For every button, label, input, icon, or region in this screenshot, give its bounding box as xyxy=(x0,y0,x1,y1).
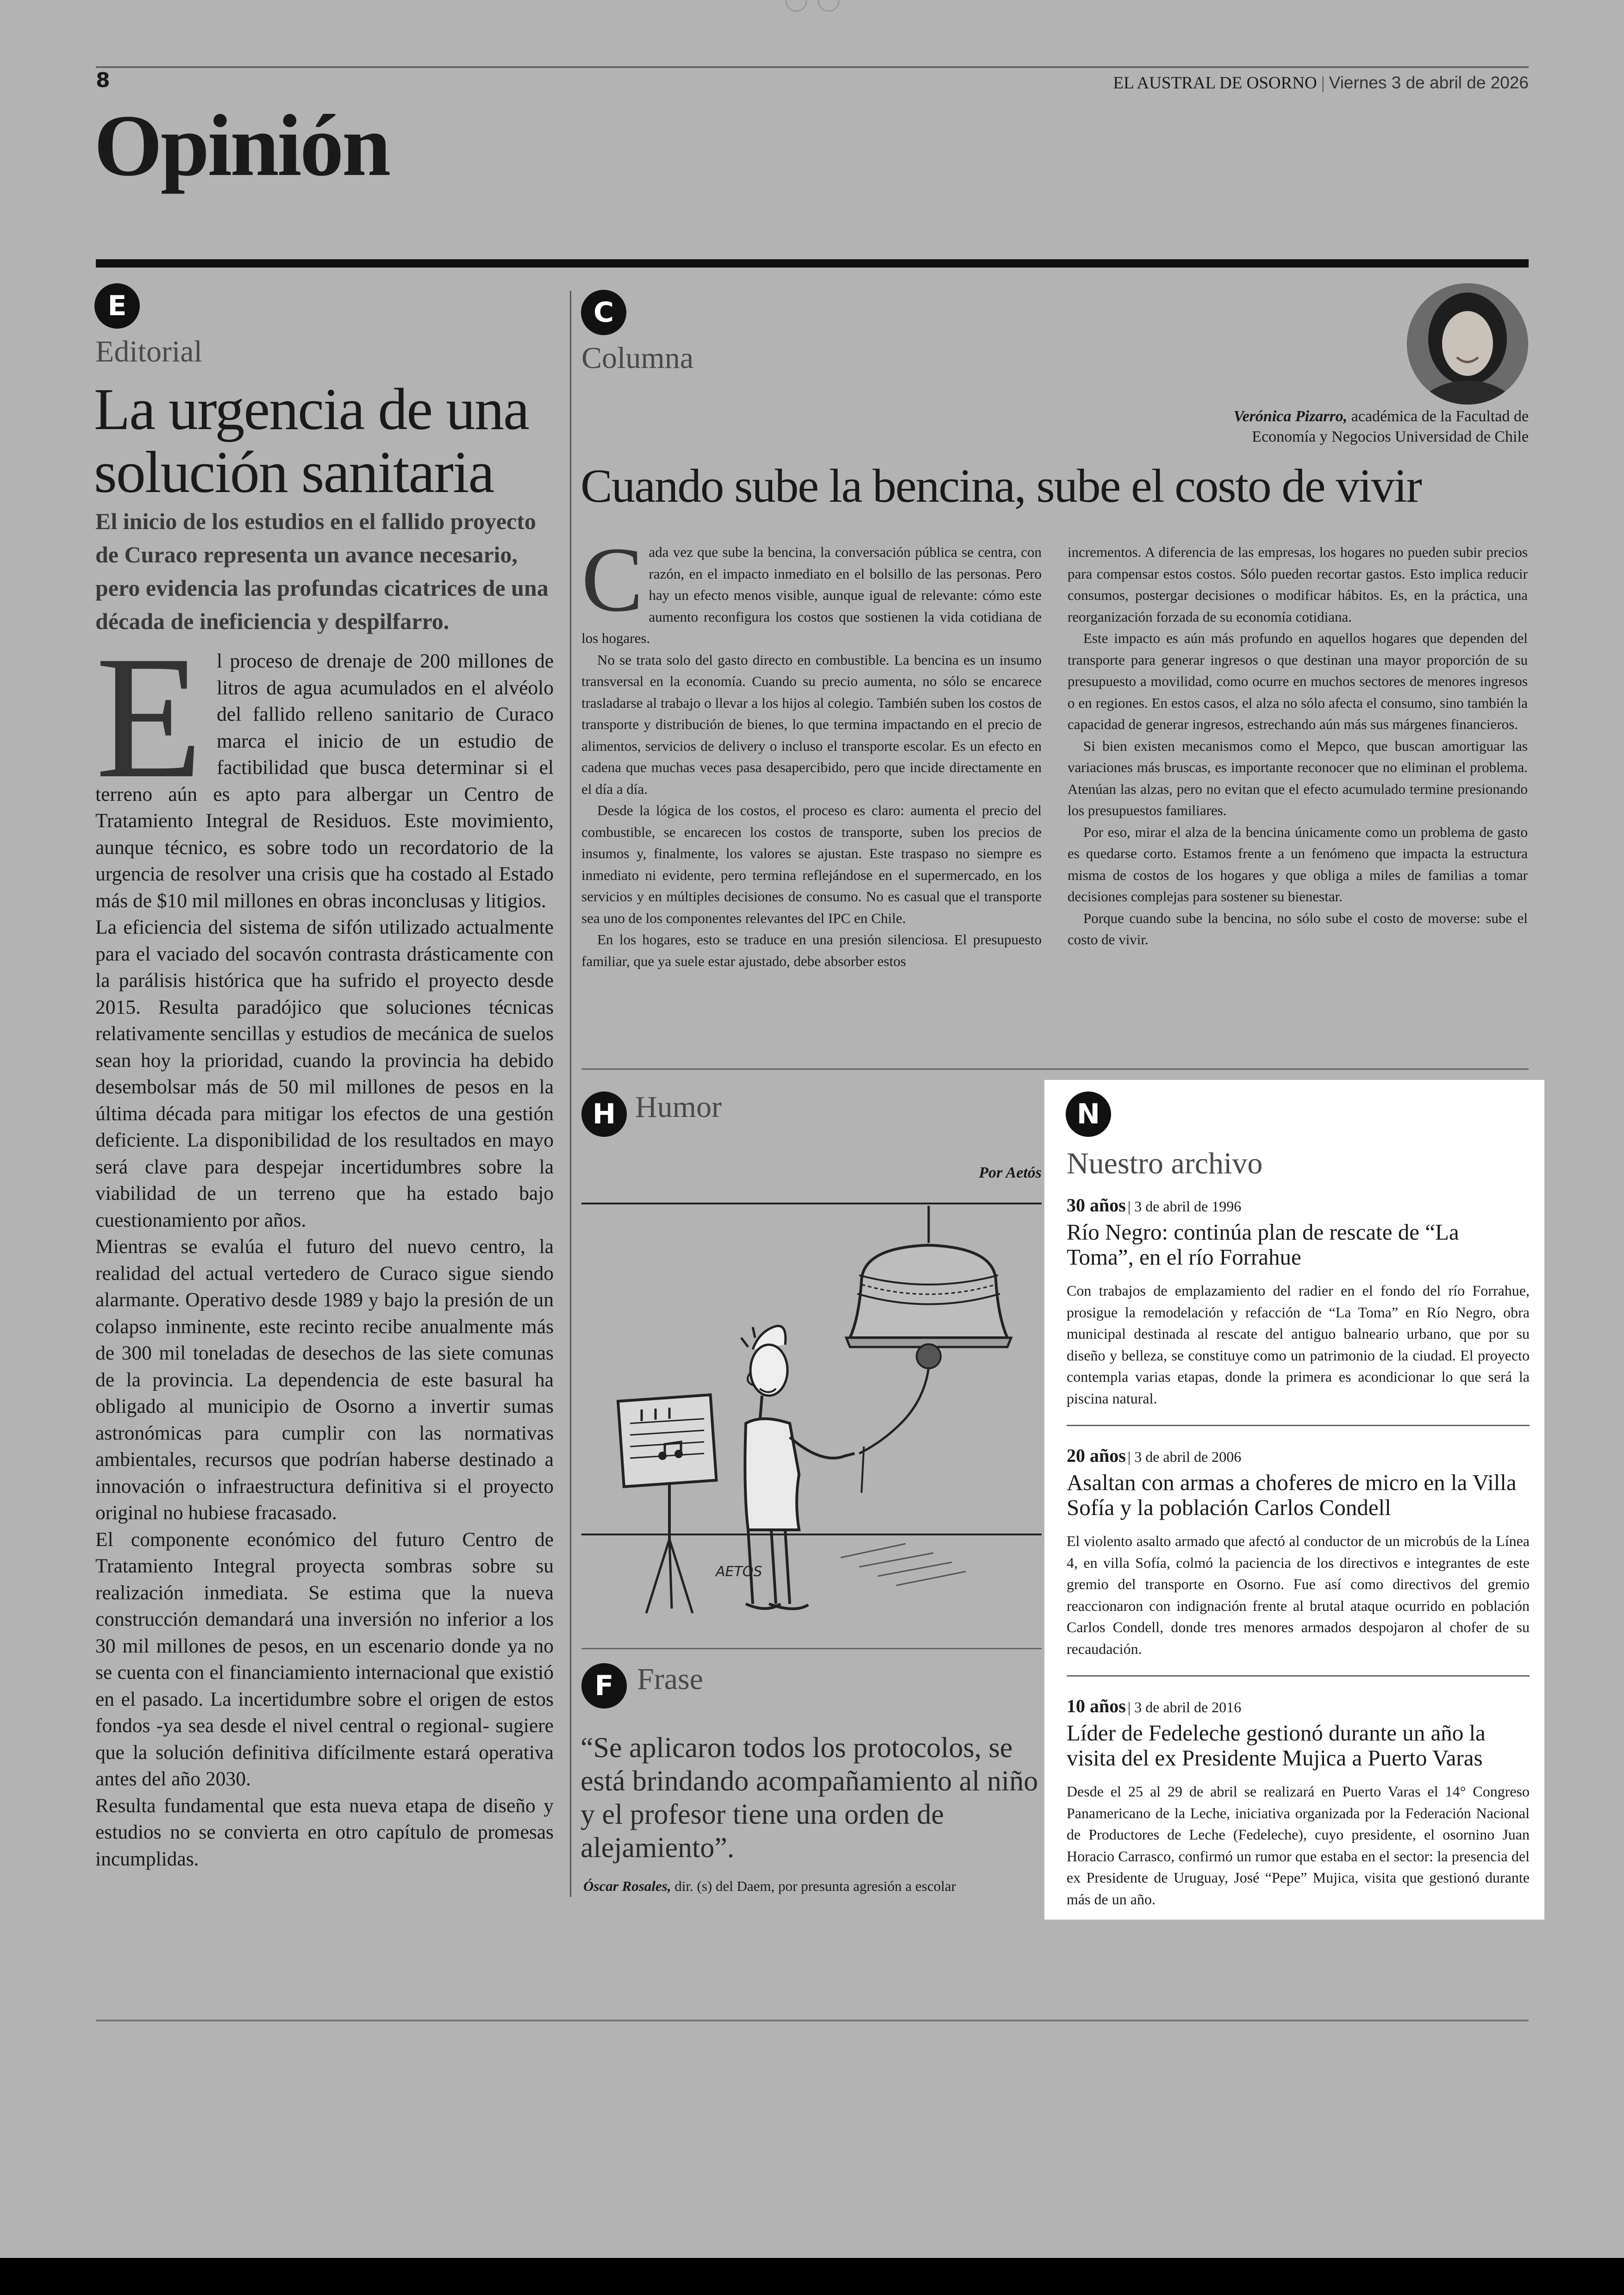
archive-entry xyxy=(1067,1695,1530,1910)
issue-date: Viernes 3 de abril de 2026 xyxy=(1329,73,1529,92)
editorial-body xyxy=(95,620,554,1872)
archive-entry-headline: Asaltan con armas a choferes de micro en la Villa Sofía y la población Carlos Condell xyxy=(1067,1470,1517,1520)
archive-entry-body: El violento asalto armado que afectó al conductor de un microbús de la Línea 4, en villa Sofía, colmó la paciencia de los directivos e integrantes de este gremio del transporte en Osorno. Fue así como directivos del gremio reaccionaron con indignación frente al brutal ataque ocurrido en población Carlos Condell, donde tres menores armados despojaron al chofer de su recaudación. xyxy=(1067,1533,1530,1657)
newspaper-name: EL AUSTRAL DE OSORNO xyxy=(1113,74,1317,93)
header-thick-rule xyxy=(96,259,1529,268)
author-name: Verónica Pizarro, xyxy=(1233,408,1348,425)
editorial-paragraph-3: Mientras se evalúa el futuro del nuevo centro, la realidad del actual vertedero de Curaco sigue siendo alarmante. Operativo desde 1989 y bajo la presión de un colapso inminente, este recinto recibe anualmente más de 300 mil toneladas de desechos de las siete comunas de la provincia. La dependencia de este basural ha obligado al municipio de Osorno a invertir sumas astronómicas para cumplir con las normativas ambientales, recursos que podrían haberse destinado a innovación o infraestructura definitiva si el proyecto original no hubiese fracasado. xyxy=(95,1235,554,1524)
author-role: académica de la Facultad de xyxy=(1351,408,1529,425)
archive-label: Nuestro archivo xyxy=(1067,1147,1263,1180)
editorial-paragraph-4: El componente económico del futuro Centro de Tratamiento Integral proyecta sombras sobre su realización inmediata. Se estima que la nueva construcción demandará una inversión no inferior a los 30 mil millones de pesos, en un escenario donde ya no se cuenta con el financiamiento internacional que existió en el pasado. La incertidumbre sobre el origen de estos fondos -ya sea desde el nivel central o regional- sugiere que la solución definitiva difícilmente estará operativa antes del año 2030. xyxy=(95,1528,554,1790)
archive-entry-date: | 3 de abril de 2016 xyxy=(1127,1699,1242,1715)
column-bottom-rule xyxy=(581,1068,1529,1070)
editorial-paragraph-2: La eficiencia del sistema de sifón utilizado actualmente para el vaciado del socavón contrasta drásticamente con la parálisis histórica que ha sufrido el proyecto desde 2015. Resulta paradójico que soluciones técnicas relativamente sencillas y estudios de mecánica de suelos sean hoy la prioridad, cuando la provincia ha debido desembolsar más de 50 mil millones de pesos en la última década para mitigar los efectos de una gestión deficiente. La disponibilidad de los resultados en mayo será clave para despejar incertidumbres sobre la viabilidad de un terreno que ha estado bajo cuestionamiento por años. xyxy=(95,916,554,1231)
author-photo xyxy=(1407,283,1528,405)
column-paragraph: Este impacto es aún más profundo en aquellos hogares que dependen del transporte para generar ingresos o que destinan una mayor proporción de su presupuesto a movilidad, como ocurre en muchos sectores de menores ingresos o en regiones. En estos casos, el alza no sólo afecta el consumo, sino también la capacidad de generar ingresos, estrechando aún más sus márgenes financieros. xyxy=(1068,630,1528,732)
archive-entry-date: | 3 de abril de 1996 xyxy=(1127,1198,1242,1215)
column-paragraph: incrementos. A diferencia de las empresas, los hogares no pueden subir precios para compensar estos costos. Sólo pueden recortar gastos. Esto implica reducir consumos, postergar decisiones o modificar hábitos. Es, en la práctica, una reorganización forzada de su economía cotidiana. xyxy=(1068,544,1528,625)
archive-entry-headline: Líder de Fedeleche gestionó durante un año la visita del ex Presidente Mujica a Puerto Varas xyxy=(1067,1720,1486,1771)
dateline-separator: | xyxy=(1321,74,1325,93)
footer-rule xyxy=(96,2020,1529,2021)
editorial-title: La urgencia de una solución sanitaria xyxy=(94,376,529,505)
editorial-lead: El inicio de los estudios en el fallido proyecto de Curaco representa un avance necesario, pero evidencia las profundas cicatrices de una década de ineficiencia y despilfarro. xyxy=(95,508,549,634)
archive-entry-years: 30 años xyxy=(1067,1195,1126,1216)
header-dateline xyxy=(1113,73,1529,93)
column-paragraph: No se trata solo del gasto directo en combustible. La bencina es un insumo transversal en la economía. Cuando su precio aumenta, no sólo se encarece trasladarse al trabajo o llevar a los hijos al colegio. También suben los costos de transporte y distribución de bienes, lo que termina impactando en el precio de alimentos, servicios de delivery o incluso el transporte escolar. Es un efecto en cadena que muchas veces pasa desapercibido, pero que incide directamente en el día a día. xyxy=(581,651,1042,797)
archive-entry xyxy=(1067,1445,1530,1659)
archive-separator xyxy=(1067,1675,1530,1677)
column-dropcap: C xyxy=(581,529,643,631)
music-stand-icon xyxy=(618,1395,716,1613)
humor-badge: H xyxy=(581,1091,627,1137)
archive-separator xyxy=(1067,1425,1530,1426)
frase-source-role: dir. (s) del Daem, por presunta agresión a escolar xyxy=(675,1878,956,1894)
frase-badge: F xyxy=(581,1663,627,1709)
column-text-right xyxy=(1068,542,1528,951)
column-paragraph: Por eso, mirar el alza de la bencina únicamente como un problema de gasto es quedarse corto. Estamos frente a un fenómeno que impacta la estructura misma de costos de los hogares y que obliga a miles de familias a tomar decisiones complejas para sostener su bienestar. xyxy=(1068,823,1528,904)
bottom-bar xyxy=(0,2258,1624,2295)
editorial-paragraph-5: Resulta fundamental que esta nueva etapa de diseño y estudios no se convierta en otro capítulo de promesas incumplidas. xyxy=(95,1794,554,1870)
viewer-controls xyxy=(782,0,843,14)
cartoon-bottom-rule xyxy=(581,1648,1042,1649)
archive-entries xyxy=(1067,1194,1530,1910)
header-top-rule xyxy=(96,66,1529,68)
column-paragraph: Si bien existen mecanismos como el Mepco, que buscan amortiguar las variaciones más bruscas, es importante reconocer que no eliminan el problema. Atenúan las alzas, pero no evitan que el efecto acumulado termine presionando los presupuestos familiares. xyxy=(1068,737,1528,818)
archive-badge: N xyxy=(1066,1091,1111,1137)
humor-label: Humor xyxy=(635,1090,722,1124)
editorial-paragraph-1: l proceso de drenaje de 200 millones de litros de agua acumulados en el alvéolo del fallido relleno sanitario de Curaco marca el inicio de un estudio de factibilidad que busca determinar si el terreno aún es apto para albergar un Centro de Tratamiento Integral de Residuos. Este movimiento, aunque técnico, es sobre todo un recordatorio de la urgencia de resolver una crisis que ha costado al Estado más de $10 mil millones en obras inconclusas y litigios. xyxy=(95,650,554,912)
column-paragraph: ada vez que sube la bencina, la conversación pública se centra, con razón, en el impacto inmediato en el bolsillo de las personas. Pero hay un efecto menos visible, aunque igual de relevante: cómo este aumento reconfigura los costos que sostienen la vida cotidiana de los hogares. xyxy=(581,544,1042,646)
cartoon-signature: AETOS xyxy=(716,1564,762,1580)
bell-icon xyxy=(846,1245,1011,1368)
archive-entry-years: 10 años xyxy=(1067,1696,1126,1716)
column-title: Cuando sube la bencina, sube el costo de vivir xyxy=(581,460,1421,512)
author-credit xyxy=(1112,406,1529,447)
author-portrait-icon xyxy=(1407,283,1528,405)
archive-entry-years: 20 años xyxy=(1067,1445,1126,1466)
archive-entry-date: | 3 de abril de 2006 xyxy=(1127,1448,1242,1465)
frase-source xyxy=(583,1878,1046,1895)
editorial-badge: E xyxy=(94,283,140,329)
column-divider xyxy=(570,291,571,1897)
cartoon-illustration xyxy=(581,1206,1042,1632)
archive-entry-body: Desde el 25 al 29 de abril se realizará en Puerto Varas el 14° Congreso Panamericano de la Leche, iniciativa organizada por la Federación Nacional de Productores de Leche (Fedeleche), cuyo presidente, el osornino Juan Horacio Carrasco, confirmó un rumor que estaba en el sector: la presencia del ex Presidente de Uruguay, José “Pepe” Mujica, visita que gestionó durante más de un año. xyxy=(1067,1783,1530,1908)
archive-entry-headline: Río Negro: continúa plan de rescate de “La Toma”, en el río Forrahue xyxy=(1067,1219,1459,1270)
author-affiliation: Economía y Negocios Universidad de Chile xyxy=(1252,428,1529,445)
frase-label: Frase xyxy=(637,1662,703,1696)
column-badge: C xyxy=(581,290,626,335)
frase-source-name: Óscar Rosales, xyxy=(583,1878,671,1894)
section-title: Opinión xyxy=(94,97,389,194)
editorial-label: Editorial xyxy=(95,335,202,368)
page-nav-icon[interactable] xyxy=(782,0,843,14)
cartoon-top-rule xyxy=(581,1203,1042,1204)
humor-credit: Por Aetós xyxy=(979,1164,1042,1181)
column-text-left xyxy=(581,529,1042,972)
column-paragraph: En los hogares, esto se traduce en una presión silenciosa. El presupuesto familiar, que ya suele estar ajustado, debe absorber estos xyxy=(581,931,1042,969)
column-paragraph: Porque cuando sube la bencina, no sólo sube el costo de moverse: sube el costo de vivir. xyxy=(1068,910,1528,948)
frase-quote: “Se aplicaron todos los protocolos, se está brindando acompañamiento al niño y el profesor tiene una orden de alejamiento”. xyxy=(581,1732,1038,1864)
archive-entry-body: Con trabajos de emplazamiento del radier en el fondo del río Forrahue, prosigue la remodelación y refacción de “La Toma” en Río Negro, obra municipal destinada al rescate del antiguo balneario urbano, que por su diseño y belleza, se constituye como un patrimonio de la ciudad. El proyecto contempla varias etapas, donde la primera es acondicionar lo que será la piscina natural. xyxy=(1067,1282,1530,1407)
page-number: 8 xyxy=(96,69,110,92)
editorial-dropcap: E xyxy=(95,620,203,815)
column-paragraph: Desde la lógica de los costos, el proceso es claro: aumenta el precio del combustible, se encarecen los costos de transporte, suben los precios de insumos y, finalmente, los valores se ajustan. Este traspaso no siempre es inmediato ni evidente, pero termina reflejándose en el supermercado, en los servicios y en múltiples decisiones de consumo. No es casual que el transporte sea uno de los componentes relevantes del IPC en Chile. xyxy=(581,802,1042,926)
archive-entry xyxy=(1067,1194,1530,1409)
column-label: Columna xyxy=(581,341,693,375)
